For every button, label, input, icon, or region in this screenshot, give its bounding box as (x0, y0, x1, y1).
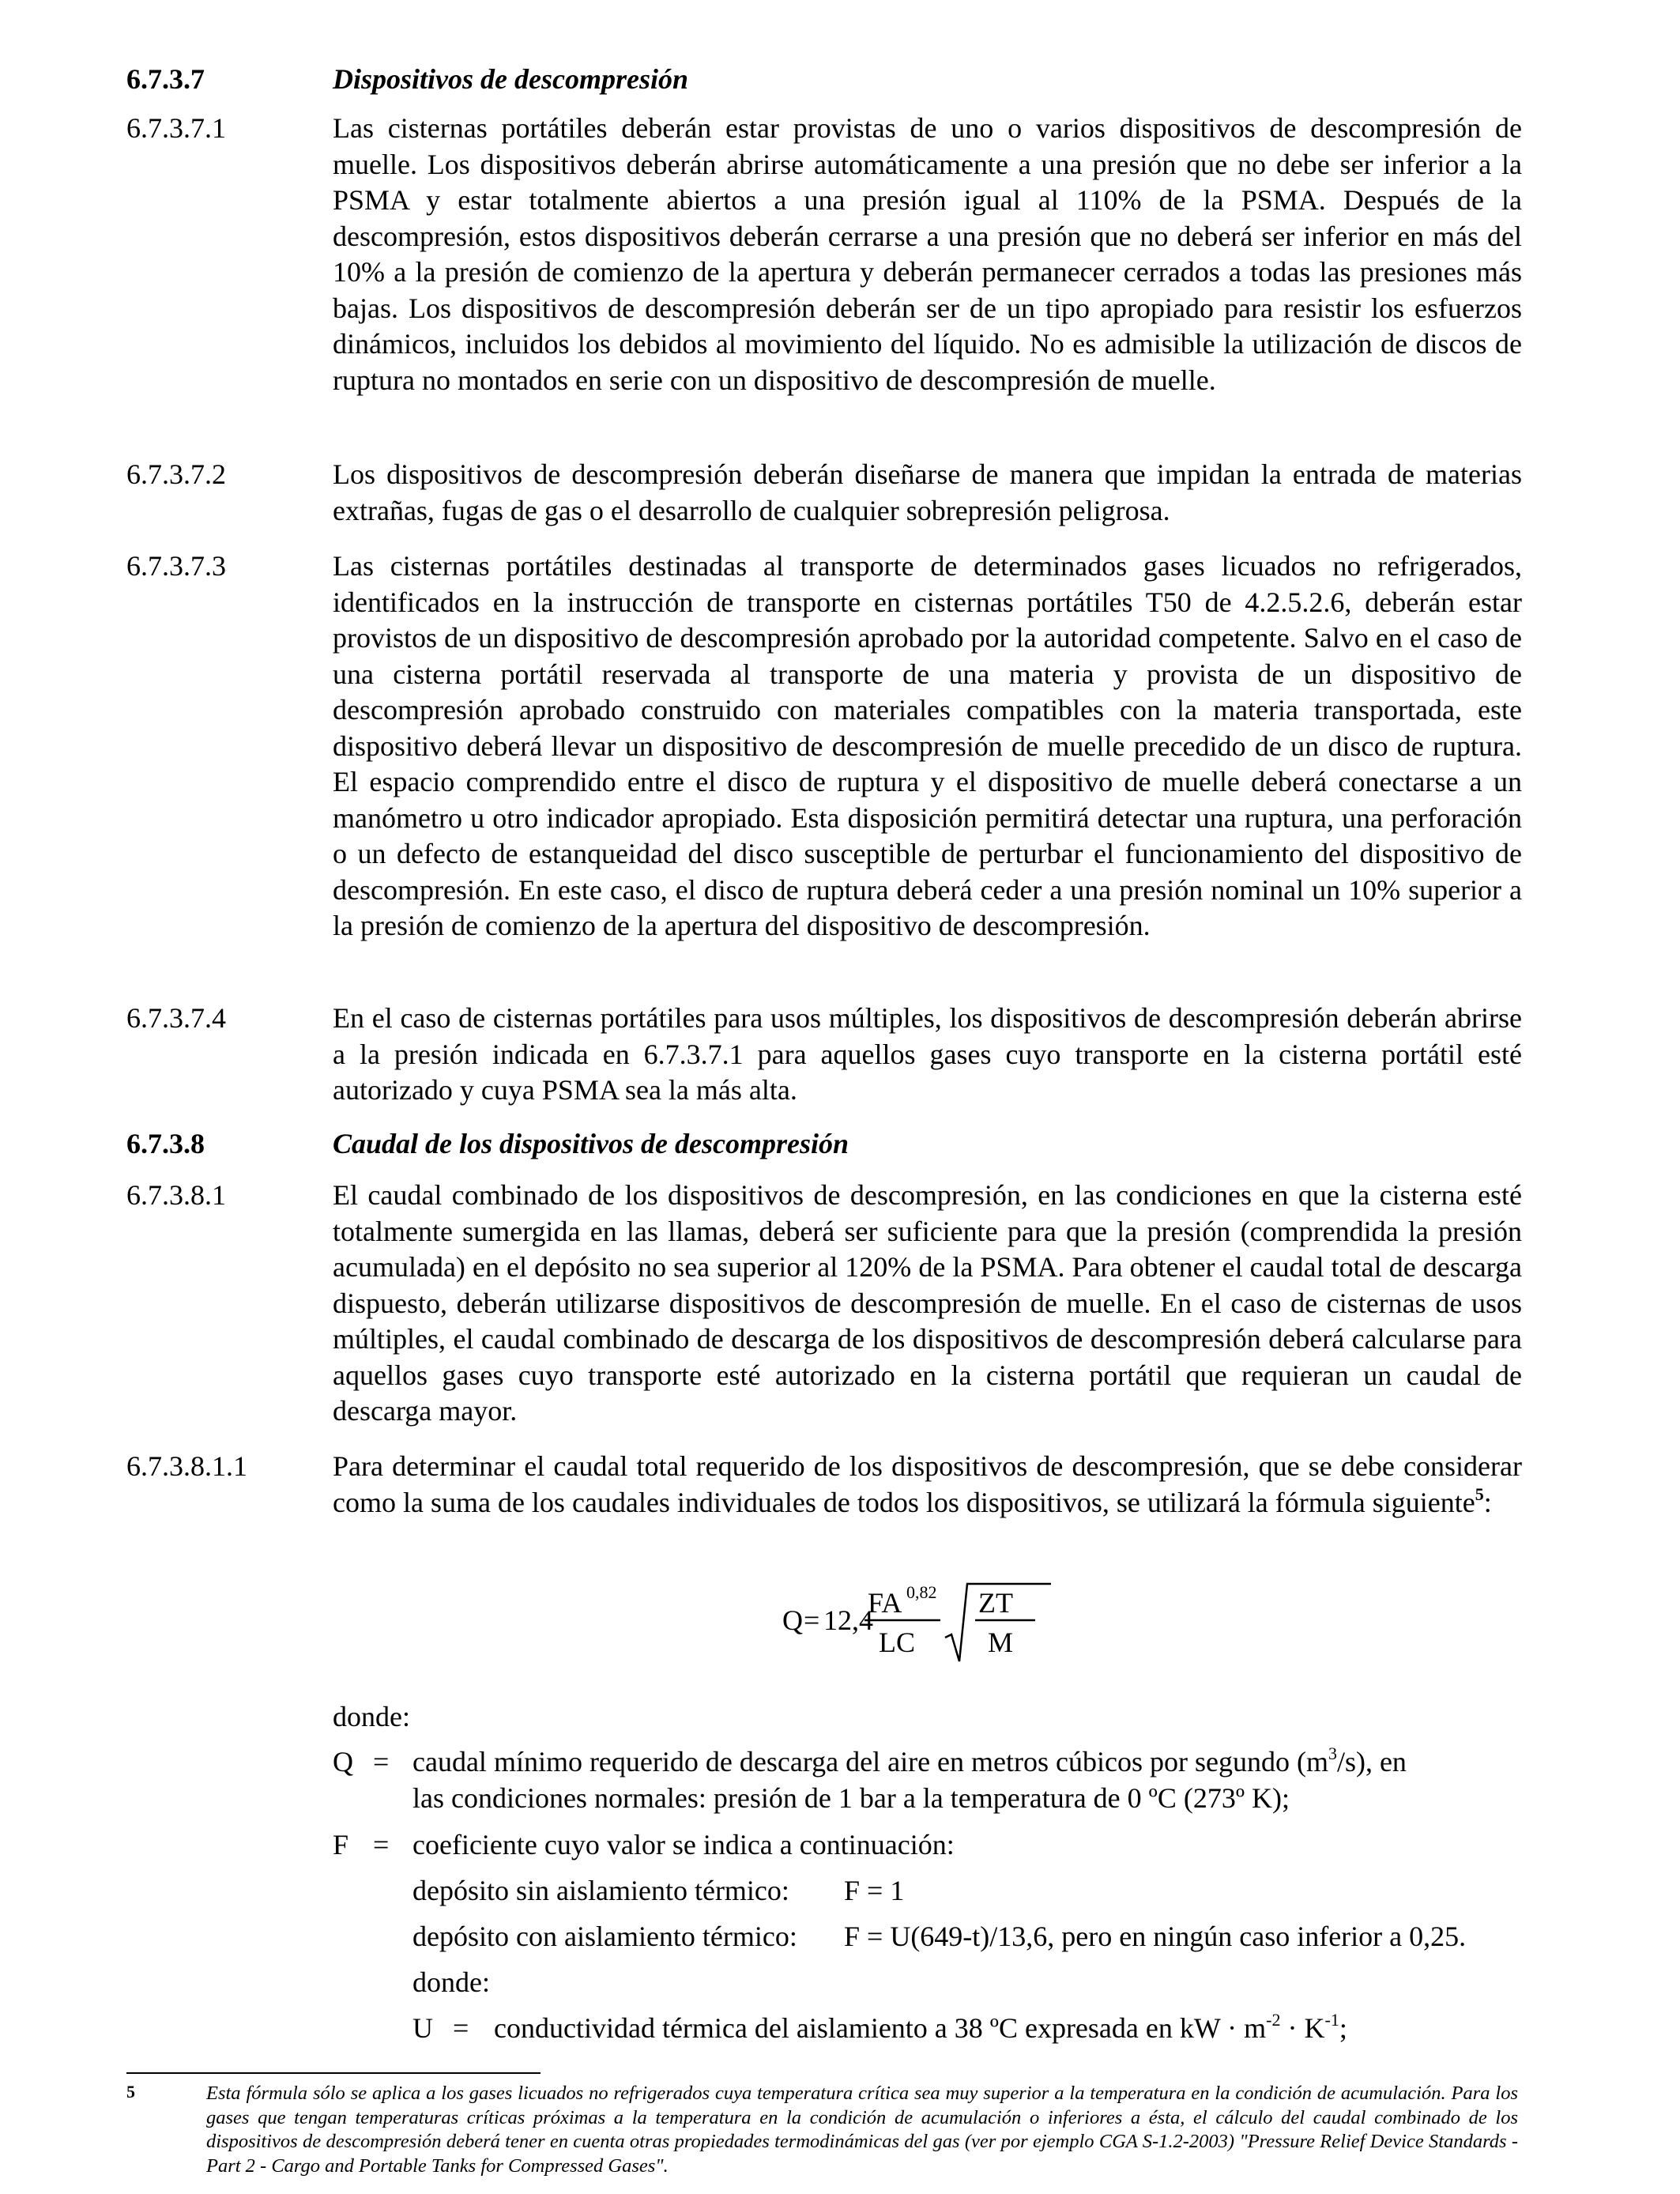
u-text-a: conductividad térmica del aislamiento a 38 ºC expresada en kW · m (494, 2012, 1267, 2044)
footnote-reference: 5 (1475, 1483, 1484, 1504)
q-equals: = (373, 1746, 390, 1777)
f-symbol: F (333, 1829, 349, 1860)
flow-formula (782, 1573, 1177, 1668)
paragraph-text-end: : (1483, 1486, 1492, 1518)
section-number: 6.7.3.8 (126, 1128, 205, 1159)
formula-numerator: FA (868, 1587, 902, 1619)
root-numerator: ZT (978, 1587, 1013, 1619)
u-text-c: ; (1339, 2012, 1347, 2044)
formula-coefficient: 12,4 (823, 1604, 873, 1636)
q-text-a: caudal mínimo requerido de descarga del aire en metros cúbicos por segundo (m (412, 1746, 1328, 1777)
u-superscript-1: -2 (1266, 2010, 1281, 2030)
formula-equals: = (804, 1604, 820, 1636)
paragraph-number: 6.7.3.8.1.1 (126, 1450, 247, 1482)
q-definition-line-1 (412, 1744, 1522, 1781)
paragraph-text (333, 1449, 1522, 1521)
section-heading: Caudal de los dispositivos de descompresión (333, 1128, 849, 1159)
f-case-1-value: F = 1 (844, 1875, 905, 1906)
u-symbol: U (412, 2012, 433, 2044)
formula-exponent: 0,82 (906, 1582, 937, 1602)
paragraph-number: 6.7.3.7.1 (126, 112, 226, 144)
formula-denominator: LC (879, 1627, 916, 1658)
paragraph-number: 6.7.3.7.3 (126, 550, 226, 582)
u-superscript-2: -1 (1324, 2010, 1339, 2030)
f-case-1-label: depósito sin aislamiento térmico: (412, 1875, 789, 1906)
f-case-2-label: depósito con aislamiento térmico: (412, 1921, 797, 1952)
footnote-text: Esta fórmula sólo se aplica a los gases licuados no refrigerados cuya temperatura crítica sea muy superior a la temperatura en la condición de acumulación. Para los gases que tengan temperaturas críticas próximas a la temperatura en la condición de acumulación o inferiores a ésta, el cálculo del caudal combinado de los dispositivos de descompresión deberá tener en cuenta otras propiedades termodinámicas del gas (ver por ejemplo CGA S-1.2-2003) "Pressure Relief Device Standards - Part 2 - Cargo and Portable Tanks for Compressed Gases". (206, 2083, 1518, 2177)
q-symbol: Q (333, 1746, 353, 1777)
u-text-b: · K (1280, 2012, 1325, 2044)
section-number: 6.7.3.7 (126, 63, 205, 95)
section-heading: Dispositivos de descompresión (333, 63, 688, 95)
where-label-2: donde: (412, 1966, 490, 1998)
formula-lhs: Q (782, 1604, 803, 1636)
u-equals: = (453, 2012, 469, 2044)
paragraph-text: Las cisternas portátiles deberán estar provistas de uno o varios dispositivos de descompresión de muelle. Los dispositivos deberán abrirse automáticamente a una presión que no debe ser inferior a la PSMA y estar totalmente abiertos a una presión igual al 110% de la PSMA. Después de la descompresión, estos dispositivos deberán cerrarse a una presión que no deberá ser inferior en más del 10% a la presión de comienzo de la apertura y deberán permanecer cerrados a todas las presiones más bajas. Los dispositivos de descompresión deberán ser de un tipo apropiado para resistir los esfuerzos dinámicos, incluidos los debidos al movimiento del líquido. No es admisible la utilización de discos de ruptura no montados en serie con un dispositivo de descompresión de muelle. (333, 112, 1522, 396)
q-text-b: /s), en (1336, 1746, 1407, 1777)
root-denominator: M (988, 1627, 1014, 1658)
paragraph-text: En el caso de cisternas portátiles para usos múltiples, los dispositivos de descompresión deberán abrirse a la presión indicada en 6.7.3.7.1 para aquellos gases cuyo transporte en la cisterna portátil esté autorizado y cuya PSMA sea la más alta. (333, 1002, 1522, 1106)
paragraph-text-main: Para determinar el caudal total requerido de los dispositivos de descompresión, que se debe considerar como la suma de los caudales individuales de todos los dispositivos, se utilizará la fórmula siguiente (333, 1450, 1522, 1518)
u-definition (494, 2011, 1347, 2047)
paragraph-text: Los dispositivos de descompresión deberán diseñarse de manera que impidan la entrada de materias extrañas, fugas de gas o el desarrollo de cualquier sobrepresión peligrosa. (333, 458, 1522, 526)
paragraph-number: 6.7.3.7.4 (126, 1002, 226, 1034)
where-label: donde: (333, 1701, 410, 1732)
paragraph-number: 6.7.3.8.1 (126, 1179, 226, 1211)
footnote-separator (126, 2072, 541, 2074)
q-definition-line-2: las condiciones normales: presión de 1 bar a la temperatura de 0 ºC (273º K); (412, 1782, 1290, 1814)
footnote-number: 5 (126, 2082, 135, 2102)
q-superscript: 3 (1328, 1744, 1337, 1763)
paragraph-number: 6.7.3.7.2 (126, 458, 226, 490)
paragraph-text: Las cisternas portátiles destinadas al transporte de determinados gases licuados no refrigerados, identificados en la instrucción de transporte en cisternas portátiles T50 de 4.2.5.2.6, deberán estar provistos de un dispositivo de descompresión aprobado por la autoridad competente. Salvo en el caso de una cisterna portátil reservada al transporte de una materia y provista de un dispositivo de descompresión aprobado construido con materiales compatibles con la materia transportada, este dispositivo deberá llevar un dispositivo de descompresión de muelle precedido de un disco de ruptura. El espacio comprendido entre el disco de ruptura y el dispositivo de muelle deberá conectarse a un manómetro u otro indicador apropiado. Esta disposición permitirá detectar una ruptura, una perforación o un defecto de estanqueidad del disco susceptible de perturbar el funcionamiento del dispositivo de descompresión. En este caso, el disco de ruptura deberá ceder a una presión nominal un 10% superior a la presión de comienzo de la apertura del dispositivo de descompresión. (333, 550, 1522, 941)
f-case-2-value: F = U(649-t)/13,6, pero en ningún caso inferior a 0,25. (844, 1921, 1467, 1952)
f-equals: = (373, 1829, 390, 1860)
f-definition: coeficiente cuyo valor se indica a continuación: (412, 1829, 955, 1860)
paragraph-text: El caudal combinado de los dispositivos de descompresión, en las condiciones en que la cisterna esté totalmente sumergida en las llamas, deberá ser suficiente para que la presión (comprendida la presión acumulada) en el depósito no sea superior al 120% de la PSMA. Para obtener el caudal total de descarga dispuesto, deberán utilizarse dispositivos de descompresión de muelle. En el caso de cisternas de usos múltiples, el caudal combinado de descarga de los dispositivos de descompresión deberá calcularse para aquellos gases cuyo transporte esté autorizado en la cisterna portátil que requieran un caudal de descarga mayor. (333, 1179, 1522, 1427)
